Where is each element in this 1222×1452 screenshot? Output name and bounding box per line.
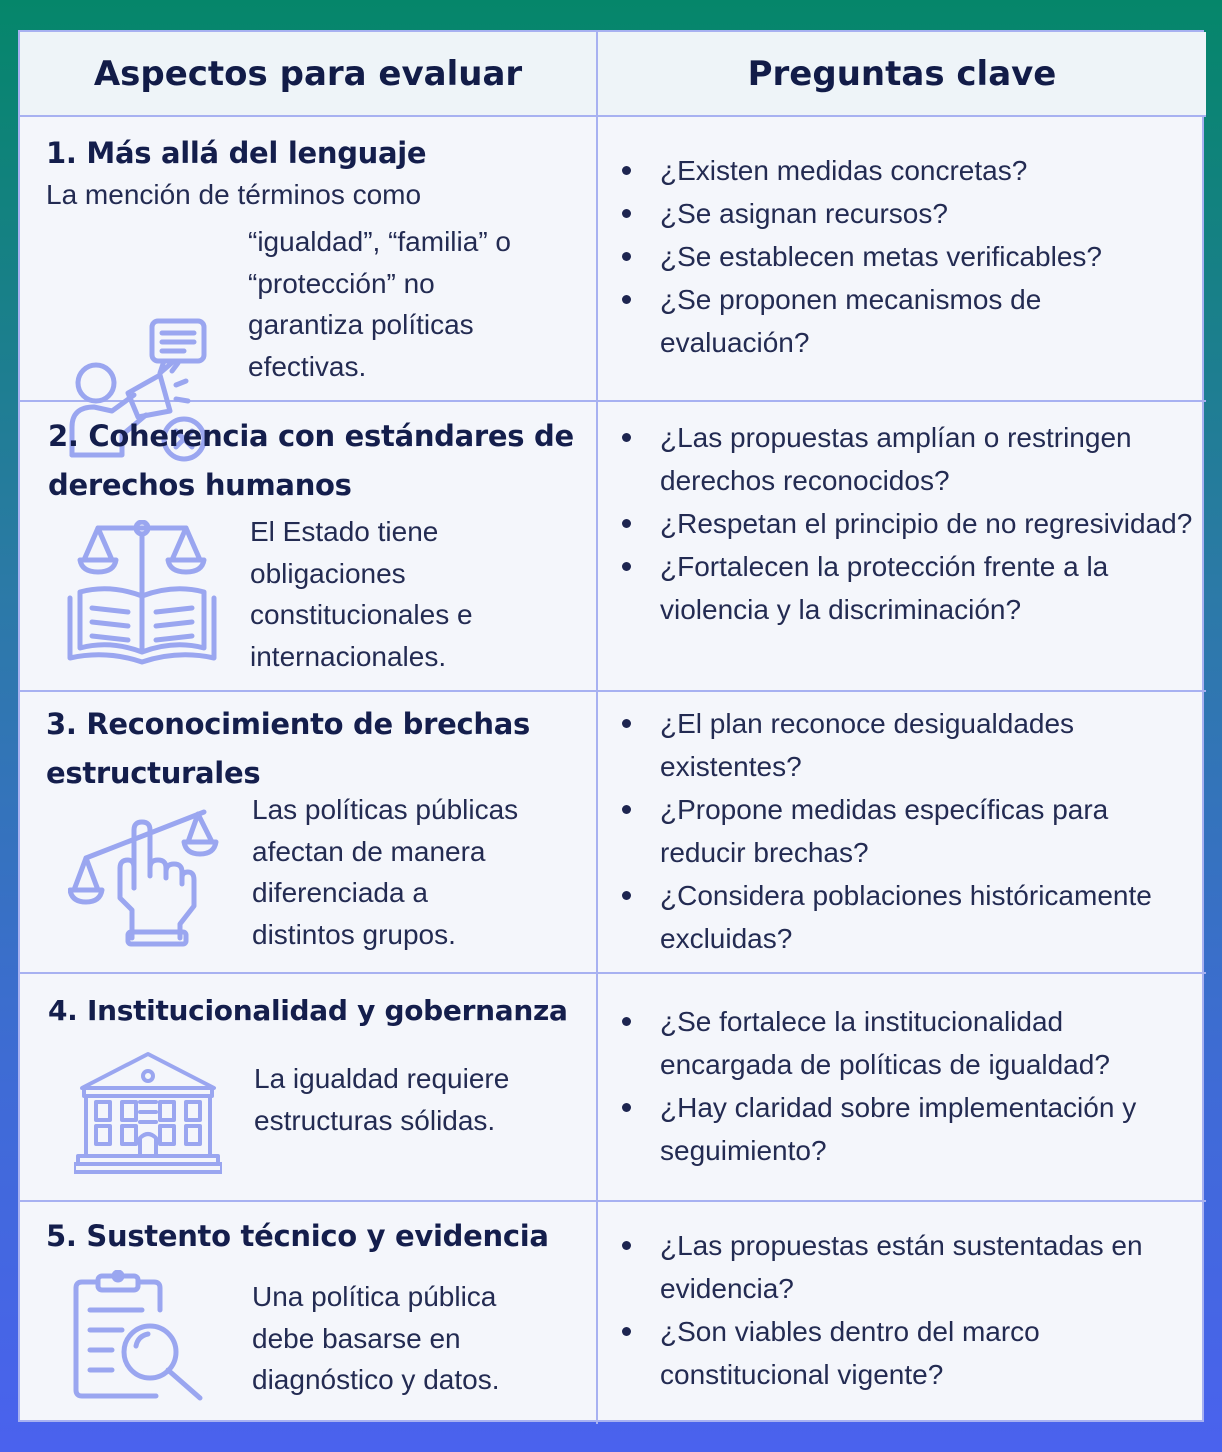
aspect-desc-line: Las políticas públicas (252, 794, 519, 825)
question-list (618, 702, 1198, 960)
aspect-desc (248, 221, 511, 387)
aspect-desc-line: afectan de manera (252, 835, 486, 867)
questions-cell-4 (598, 974, 1206, 1202)
question-item: ¿Propone medidas específicas para reducir brechas? (618, 788, 1198, 874)
clipboard-magnifier-icon (72, 1270, 208, 1402)
aspect-title: 1. Más allá del lenguaje (46, 136, 427, 170)
aspect-desc (252, 1276, 500, 1401)
question-item: ¿Se asignan recursos? (618, 192, 1198, 235)
header-aspects (20, 32, 598, 117)
bullet-icon (622, 1241, 631, 1250)
aspect-desc-line: diagnóstico y datos. (252, 1364, 500, 1395)
bullet-icon (622, 1327, 631, 1336)
question-item: ¿Se proponen mecanismos de evaluación? (618, 278, 1198, 364)
aspect-desc (254, 1058, 509, 1141)
bullet-icon (622, 805, 631, 814)
question-item: ¿Las propuestas están sustentadas en evidencia? (618, 1224, 1198, 1310)
aspect-desc-line: distintos grupos. (252, 918, 456, 950)
aspect-desc (250, 511, 473, 677)
questions-cell-2 (598, 402, 1206, 692)
aspect-cell-1 (20, 117, 598, 402)
question-list (618, 1224, 1198, 1396)
bullet-icon (622, 562, 631, 571)
aspect-title: 4. Institucionalidad y gobernanza (48, 994, 568, 1027)
aspect-desc-line: La igualdad requiere (254, 1063, 510, 1094)
bullet-icon (622, 295, 631, 304)
question-item: ¿Son viables dentro del marco constitucional vigente? (618, 1310, 1198, 1396)
question-item: ¿Se fortalece la institucionalidad encargada de políticas de igualdad? (618, 1000, 1198, 1086)
aspect-desc-line: “protección” no (248, 267, 435, 299)
questions-cell-5 (598, 1202, 1206, 1424)
aspect-desc (252, 789, 518, 955)
bullet-icon (622, 891, 631, 900)
questions-cell-1 (598, 117, 1206, 402)
aspect-cell-5 (20, 1202, 598, 1424)
bullet-icon (622, 166, 631, 175)
questions-cell-3 (598, 692, 1206, 974)
bullet-icon (622, 252, 631, 261)
header-questions (598, 32, 1206, 117)
aspect-desc-line: La mención de términos como (46, 179, 422, 210)
bullet-icon (622, 1017, 631, 1026)
question-item: ¿Las propuestas amplían o restringen derechos reconocidos? (618, 416, 1198, 502)
aspect-cell-2 (20, 402, 598, 692)
header-aspects-label: Aspectos para evaluar (93, 53, 523, 94)
question-item: ¿Fortalecen la protección frente a la violencia y la discriminación? (618, 545, 1198, 631)
question-list (618, 149, 1198, 364)
aspect-cell-3 (20, 692, 598, 974)
question-item: ¿Hay claridad sobre implementación y seguimiento? (618, 1086, 1198, 1172)
aspect-title: 2. Coherencia con estándares de derechos humanos (48, 419, 574, 502)
scales-book-icon (64, 520, 220, 670)
question-item: ¿Considera poblaciones históricamente excluidas? (618, 874, 1198, 960)
evaluation-table (18, 30, 1204, 1422)
aspect-desc-line: debe basarse en (252, 1322, 461, 1354)
aspect-cell-4 (20, 974, 598, 1202)
question-item: ¿El plan reconoce desigualdades existentes? (618, 702, 1198, 788)
question-item: ¿Existen medidas concretas? (618, 149, 1198, 192)
aspect-desc-line: “igualdad”, “familia” o (248, 226, 511, 257)
aspect-desc-line: El Estado tiene (250, 516, 439, 547)
aspect-title: 5. Sustento técnico y evidencia (46, 1219, 549, 1253)
aspect-desc-line: obligaciones (250, 557, 406, 589)
bullet-icon (622, 209, 631, 218)
bullet-icon (622, 1103, 631, 1112)
bullet-icon (622, 719, 631, 728)
hand-balance-icon (68, 806, 222, 950)
aspect-desc-line: estructuras sólidas. (254, 1104, 496, 1136)
aspect-desc-line: internacionales. (250, 640, 447, 672)
aspect-title: 3. Reconocimiento de brechas estructurales (46, 707, 530, 790)
bullet-icon (622, 519, 631, 528)
aspect-desc-line: diferenciada a (252, 877, 428, 908)
aspect-desc-line: Una política pública (252, 1281, 497, 1312)
bullet-icon (622, 433, 631, 442)
aspect-desc-line: constitucionales e (250, 599, 473, 630)
question-item: ¿Se establecen metas verificables? (618, 235, 1198, 278)
aspect-desc-line: efectivas. (248, 350, 367, 382)
question-list (618, 416, 1198, 631)
question-list (618, 1000, 1198, 1172)
question-item: ¿Respetan el principio de no regresividad? (618, 502, 1198, 545)
header-questions-label: Preguntas clave (747, 53, 1057, 94)
aspect-desc-line: garantiza políticas (248, 309, 474, 340)
government-building-icon (74, 1050, 222, 1176)
